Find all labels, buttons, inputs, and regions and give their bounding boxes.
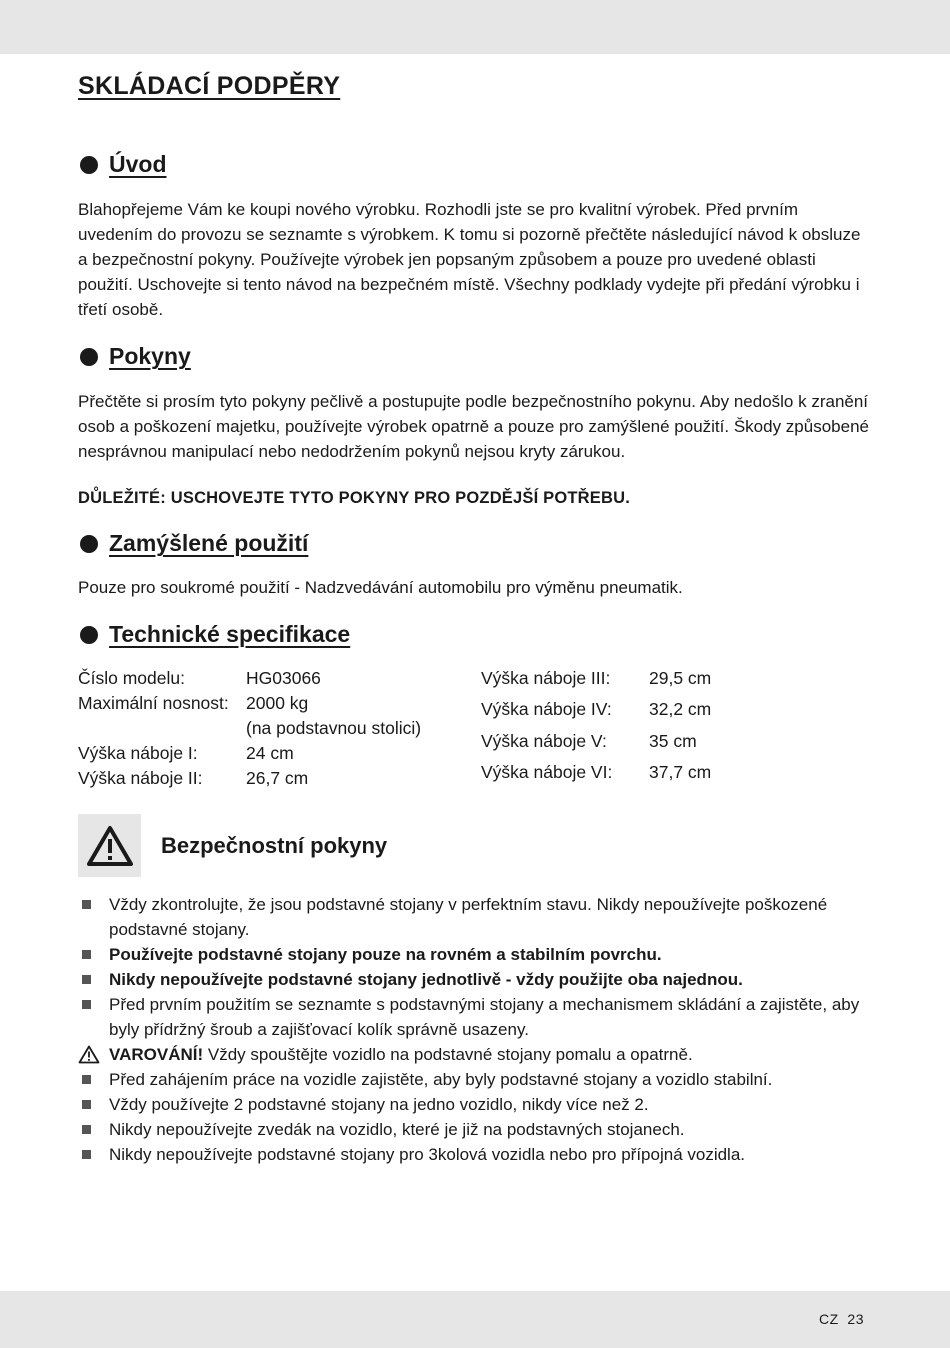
document-body <box>78 72 874 1167</box>
important-note: DŮLEŽITÉ: USCHOVEJTE TYTO POKYNY PRO POZDĚJŠÍ POTŘEBU. <box>78 489 631 507</box>
list-item: Nikdy nepoužívejte podstavné stojany pro 3kolová vozidla nebo pro přípojná vozidla. <box>78 1142 874 1167</box>
square-bullet-icon <box>82 900 91 909</box>
square-bullet-icon <box>82 1075 91 1084</box>
safety-list <box>78 892 874 1167</box>
bullet-icon <box>80 535 98 553</box>
warning-triangle-icon <box>86 825 134 867</box>
spec-value: 37,7 cm <box>649 761 712 782</box>
instructions-text: Přečtěte si prosím tyto pokyny pečlivě a postupujte podle bezpečnostního pokynu. Aby nedošlo k zranění osob a poškození majetku, používejte výrobek opatrně a pouze pro zamýšlené použití. Škody způsobené nesprávnou manipulací nebo nedodržením pokynů nejsou kryty zárukou. <box>78 392 869 461</box>
specs-table <box>78 666 874 791</box>
specs-left-column <box>78 666 481 791</box>
list-item-warning: VAROVÁNÍ! Vždy spouštějte vozidlo na podstavné stojany pomalu a opatrně. <box>78 1042 874 1067</box>
spec-label: Výška náboje IV: <box>481 699 612 720</box>
list-item: Používejte podstavné stojany pouze na rovném a stabilním povrchu. <box>78 942 874 967</box>
list-item: Nikdy nepoužívejte zvedák na vozidlo, které je již na podstavných stojanech. <box>78 1117 874 1142</box>
safety-heading: Bezpečnostní pokyny <box>161 832 388 858</box>
list-item: Vždy používejte 2 podstavné stojany na jedno vozidlo, nikdy více než 2. <box>78 1092 874 1117</box>
footer-page: 23 <box>847 1311 864 1327</box>
warning-label: VAROVÁNÍ! <box>109 1045 204 1064</box>
spec-value: 29,5 cm <box>649 668 712 688</box>
spec-label: Výška náboje VI: <box>481 761 613 782</box>
spec-label: Výška náboje I: <box>78 743 198 763</box>
spec-label: Číslo modelu: <box>78 668 185 688</box>
spec-value: 24 cm <box>246 743 294 763</box>
spec-value: (na podstavnou stolici) <box>246 718 422 738</box>
section-heading-specs: Technické specifikace <box>78 621 874 648</box>
list-item: Před zahájením práce na vozidle zajistěte, aby byly podstavné stojany a vozidlo stabilní. <box>78 1067 874 1092</box>
bullet-icon <box>80 348 98 366</box>
safety-heading-block <box>78 814 874 877</box>
page-number <box>819 1311 864 1327</box>
spec-value: HG03066 <box>246 668 321 688</box>
warning-triangle-box <box>78 814 141 877</box>
bullet-icon <box>80 626 98 644</box>
spec-value: 35 cm <box>649 730 697 751</box>
spec-label <box>78 716 246 741</box>
square-bullet-icon <box>82 950 91 959</box>
spec-label: Výška náboje V: <box>481 730 607 751</box>
spec-value: 32,2 cm <box>649 699 712 720</box>
list-item: Nikdy nepoužívejte podstavné stojany jednotlivě - vždy použijte oba najednou. <box>78 967 874 992</box>
spec-label: Maximální nosnost: <box>78 693 229 713</box>
footer-lang: CZ <box>818 1311 839 1327</box>
intended-use-text: Pouze pro soukromé použití - Nadzvedávání automobilu pro výměnu pneumatik. <box>78 578 683 597</box>
square-bullet-icon <box>82 1000 91 1009</box>
bullet-icon <box>80 156 98 174</box>
spec-value: 26,7 cm <box>246 768 309 788</box>
intro-text: Blahopřejeme Vám ke koupi nového výrobku. Rozhodli jste se pro kvalitní výrobek. Před prvním uvedením do provozu se seznamte s výrobkem. K tomu si pozorně přečtěte následující návod k obsluze a bezpečnostní pokyny. Používejte výrobek jen popsaným způsobem a pouze pro uvedené oblasti použití. Uschovejte si tento návod na bezpečném místě. Všechny podklady vydejte při předání výrobku i třetí osobě. <box>78 200 861 319</box>
spec-label: Výška náboje III: <box>481 668 611 688</box>
spec-value: 2000 kg <box>246 693 309 713</box>
square-bullet-icon <box>82 975 91 984</box>
spec-label: Výška náboje II: <box>78 768 203 788</box>
section-heading-instructions: Pokyny <box>78 343 874 370</box>
list-item: Vždy zkontrolujte, že jsou podstavné stojany v perfektním stavu. Nikdy nepoužívejte poškozené podstavné stojany. <box>78 892 874 942</box>
footer-band <box>0 1291 950 1348</box>
section-heading-intended-use: Zamýšlené použití <box>78 530 874 557</box>
square-bullet-icon <box>82 1125 91 1134</box>
page-title: SKLÁDACÍ PODPĚRY <box>78 72 341 100</box>
specs-right-column <box>481 666 711 791</box>
list-item: Před prvním použitím se seznamte s podstavnými stojany a mechanismem skládání a zajistěte, aby byly přídržný šroub a zajišťovací kolík správně usazeny. <box>78 992 874 1042</box>
square-bullet-icon <box>82 1100 91 1109</box>
section-heading-intro: Úvod <box>78 151 874 178</box>
header-band <box>0 0 950 54</box>
square-bullet-icon <box>82 1150 91 1159</box>
warning-triangle-icon <box>78 1045 100 1064</box>
